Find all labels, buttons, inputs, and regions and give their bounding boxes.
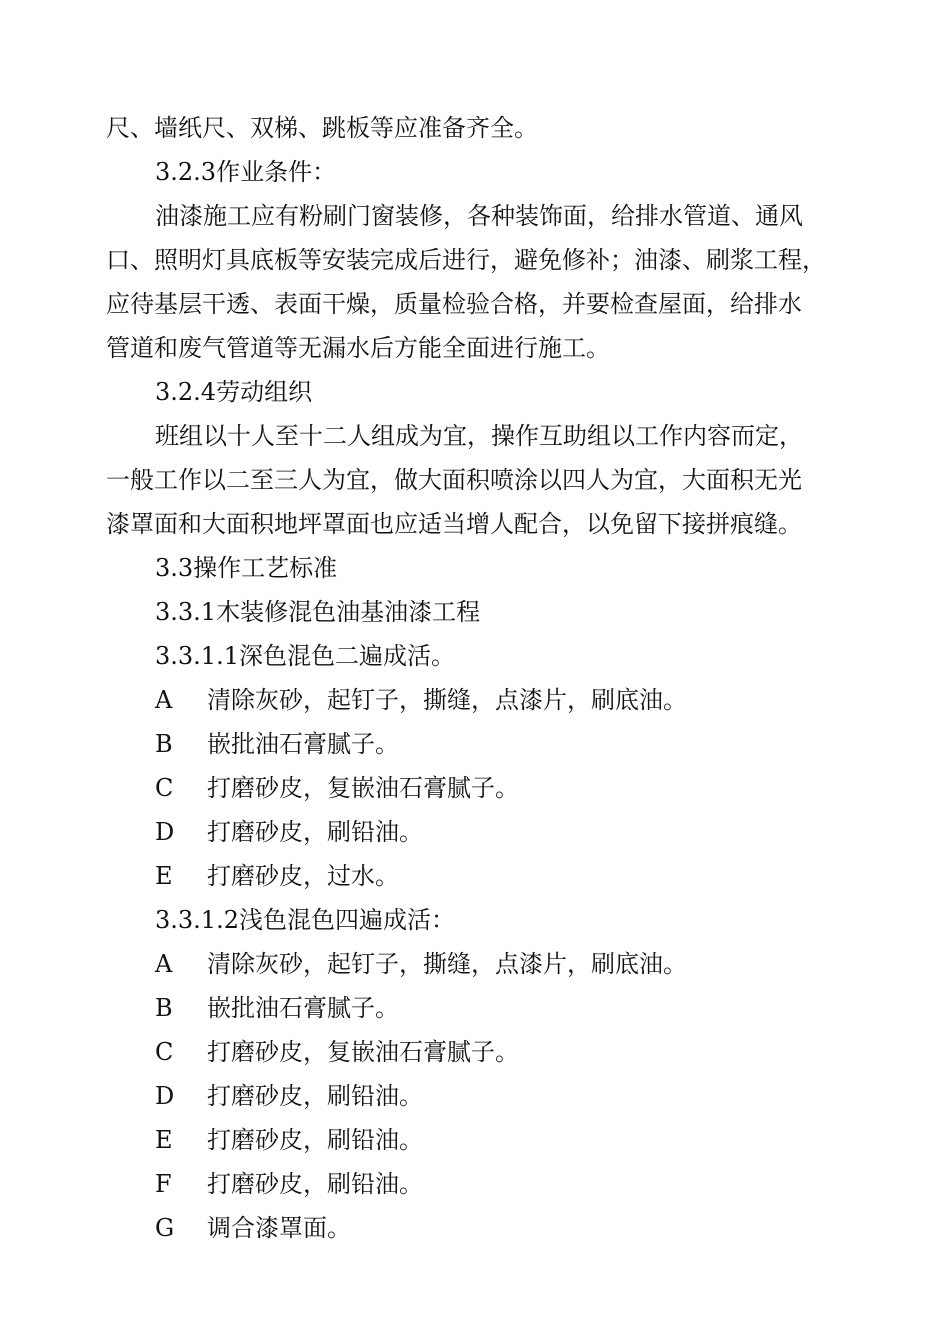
list-item-text: 打磨砂皮，复嵌油石膏腻子。	[207, 1038, 519, 1066]
list-item-label: B	[155, 730, 173, 758]
list-item	[155, 949, 855, 979]
list-item	[155, 1081, 855, 1111]
list-item	[155, 817, 855, 847]
paragraph-line: 一般工作以二至三人为宜，做大面积喷涂以四人为宜，大面积无光	[106, 466, 802, 494]
paragraph-line: 漆罩面和大面积地坪罩面也应适当增人配合，以免留下接拼痕缝。	[106, 510, 802, 538]
list-item-label: E	[155, 1126, 173, 1154]
list-item-text: 打磨砂皮，刷铅油。	[207, 1126, 423, 1154]
paragraph-line: 尺、墙纸尺、双梯、跳板等应准备齐全。	[106, 114, 538, 142]
list-item-text: 嵌批油石膏腻子。	[207, 994, 399, 1022]
paragraph-line: 油漆施工应有粉刷门窗装修，各种装饰面，给排水管道、通风	[155, 202, 803, 230]
list-item-text: 打磨砂皮，刷铅油。	[207, 1082, 423, 1110]
list-item-label: A	[155, 950, 173, 978]
list-item-text: 调合漆罩面。	[207, 1214, 351, 1242]
list-item-label: D	[155, 1082, 175, 1110]
list-item-label: F	[155, 1170, 172, 1198]
list-item-label: D	[155, 818, 175, 846]
list-item-label: G	[155, 1214, 175, 1242]
list-item	[155, 1037, 855, 1067]
paragraph-line: 管道和废气管道等无漏水后方能全面进行施工。	[106, 334, 610, 362]
list-item-label: E	[155, 862, 173, 890]
section-heading-3-3-1-2: 3.3.1.2浅色混色四遍成活：	[155, 906, 455, 934]
paragraph-line: 应待基层干透、表面干燥，质量检验合格，并要检查屋面，给排水	[106, 290, 802, 318]
list-item-text: 清除灰砂，起钉子，撕缝，点漆片，刷底油。	[207, 686, 687, 714]
list-item	[155, 685, 855, 715]
section-heading-3-2-4: 3.2.4劳动组织	[155, 378, 313, 406]
list-item-label: B	[155, 994, 173, 1022]
list-item-label: A	[155, 686, 173, 714]
list-item-text: 嵌批油石膏腻子。	[207, 730, 399, 758]
list-item	[155, 861, 855, 891]
list-item-text: 清除灰砂，起钉子，撕缝，点漆片，刷底油。	[207, 950, 687, 978]
list-item	[155, 1169, 855, 1199]
list-item	[155, 729, 855, 759]
list-item	[155, 1213, 855, 1243]
list-item-text: 打磨砂皮，过水。	[207, 862, 399, 890]
list-item-text: 打磨砂皮，复嵌油石膏腻子。	[207, 774, 519, 802]
list-item-text: 打磨砂皮，刷铅油。	[207, 1170, 423, 1198]
list-item-label: C	[155, 1038, 174, 1066]
section-heading-3-2-3: 3.2.3作业条件：	[155, 158, 337, 186]
section-heading-3-3-1-1: 3.3.1.1深色混色二遍成活。	[155, 642, 455, 670]
list-item	[155, 773, 855, 803]
list-item	[155, 993, 855, 1023]
paragraph-line: 班组以十人至十二人组成为宜，操作互助组以工作内容而定，	[155, 422, 803, 450]
list-item-text: 打磨砂皮，刷铅油。	[207, 818, 423, 846]
section-heading-3-3: 3.3操作工艺标准	[155, 554, 338, 582]
section-heading-3-3-1: 3.3.1木装修混色油基油漆工程	[155, 598, 481, 626]
list-item-label: C	[155, 774, 174, 802]
paragraph-line: 口、照明灯具底板等安装完成后进行，避免修补；油漆、刷浆工程，	[106, 246, 826, 274]
list-item	[155, 1125, 855, 1155]
